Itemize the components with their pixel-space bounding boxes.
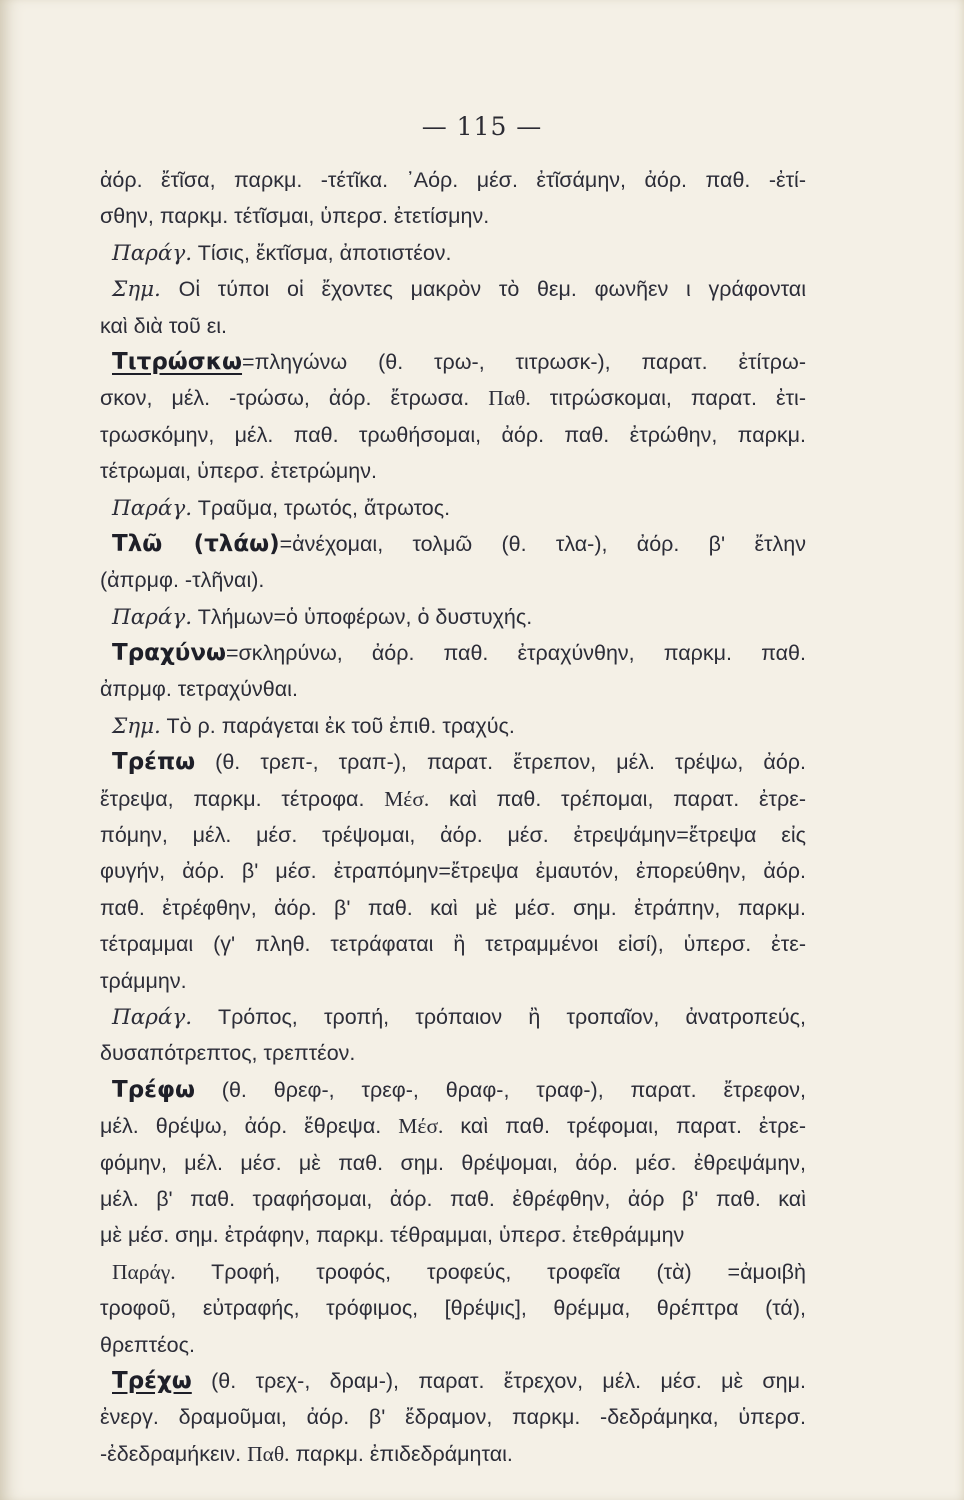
headword: Τλῶ (τλάω) [112, 530, 280, 557]
text-segment: Τλήμων=ὁ ὑποφέρων, ὁ δυστυχής. [192, 604, 533, 629]
text-segment: τιτρώσκομαι, παρατ. ἐτι- [530, 386, 806, 411]
text-line [100, 198, 806, 234]
headword: Τρέφω [112, 1076, 195, 1103]
section-label: Παράγ. [112, 495, 193, 521]
text-segment: ἔτρεψα, παρκμ. τέτροφα. [100, 786, 385, 811]
text-segment: μὲ μέσ. σημ. ἐτράφην, παρκμ. τέθραμμαι, ὑπερσ. ἐτεθράμμην [100, 1223, 685, 1248]
text-segment: καὶ διὰ τοῦ ει. [100, 313, 228, 338]
text-segment: -ἐδεδραμήκειν. [100, 1441, 248, 1466]
text-line [100, 1327, 806, 1363]
text-segment: Παράγ. [112, 1259, 176, 1284]
section-label: Παράγ. [112, 604, 193, 630]
text-segment: (θ. τρεχ-, δραμ-), παρατ. ἔτρεχον, μέλ. μέσ. μὲ σημ. [191, 1368, 806, 1393]
text-segment: Τὸ ρ. παράγεται ἐκ τοῦ ἐπιθ. τραχύς. [160, 713, 515, 738]
text-segment: τρωσκόμην, μέλ. παθ. τρωθήσομαι, ἀόρ. παθ. ἐτρώθην, παρκμ. [100, 422, 806, 447]
text-line [100, 1108, 806, 1144]
text-line [100, 926, 806, 962]
headword: Τρέχω [112, 1367, 192, 1394]
text-line [100, 1035, 806, 1071]
text-segment: (θ. θρεφ-, τρεφ-, θραφ-, τραφ-), παρατ. ἔτρεφον, [194, 1077, 806, 1102]
section-label: Παράγ. [112, 1004, 193, 1030]
text-segment: Τίσις, ἔκτῖσμα, ἀποτιστέον. [192, 240, 452, 265]
text-line [100, 562, 806, 598]
text-segment: πόμην, μέλ. μέσ. τρέψομαι, ἀόρ. μέσ. ἐτρεψάμην=ἔτρεψα εἰς [100, 823, 806, 848]
text-line [100, 344, 806, 380]
text-line [100, 271, 806, 307]
text-segment: ἀπρμφ. τετραχύνθαι. [100, 677, 298, 702]
text-line [100, 708, 806, 744]
text-segment: τράμμην. [100, 968, 187, 993]
text-segment: Οἱ τύποι οἱ ἔχοντες μακρὸν τὸ θεμ. φωνῆεν ι γράφονται [160, 277, 806, 302]
text-segment: καὶ παθ. τρέπομαι, παρατ. ἐτρε- [429, 786, 806, 811]
text-segment: μέλ. β' παθ. τραφήσομαι, ἀόρ. παθ. ἐθρέφθην, ἀόρ β' παθ. καὶ [100, 1186, 806, 1211]
text-line [100, 999, 806, 1035]
page-body-text [100, 162, 806, 1472]
text-line [100, 1254, 806, 1290]
text-segment: Τραῦμα, τρωτός, ἄτρωτος. [192, 495, 451, 520]
text-line [100, 453, 806, 489]
text-line [100, 1217, 806, 1253]
text-line [100, 1399, 806, 1435]
headword: Τιτρώσκω [112, 348, 243, 375]
text-segment: Μέσ. [398, 1114, 444, 1139]
text-line [100, 599, 806, 635]
text-line [100, 490, 806, 526]
text-line [100, 526, 806, 562]
text-line [100, 417, 806, 453]
text-line [100, 1145, 806, 1181]
section-label: Σημ. [112, 277, 161, 303]
text-segment: Τρόπος, τροπή, τρόπαιον ἢ τροπαῖον, ἀνατροπεύς, [192, 1004, 806, 1029]
text-segment: θρεπτέος. [100, 1332, 195, 1357]
text-line [100, 853, 806, 889]
text-segment: παθ. ἐτρέφθην, ἀόρ. β' παθ. καὶ μὲ μέσ. σημ. ἐτράπην, παρκμ. [100, 895, 806, 920]
text-line [100, 744, 806, 780]
text-line [100, 890, 806, 926]
text-line [100, 671, 806, 707]
text-line [100, 380, 806, 416]
text-line [100, 1181, 806, 1217]
text-segment: σκον, μέλ. -τρώσω, ἀόρ. ἔτρωσα. [100, 386, 489, 411]
text-line [100, 963, 806, 999]
text-segment: =πληγώνω (θ. τρω-, τιτρωσκ-), παρατ. ἐτίτρω- [242, 349, 806, 374]
text-segment: Παθ. [488, 386, 531, 411]
text-segment: δυσαπότρεπτος, τρεπτέον. [100, 1041, 356, 1066]
text-segment: Τροφή, τροφός, τροφεύς, τροφεῖα (τὰ) =ἀμοιβὴ [175, 1259, 806, 1284]
headword: Τρέπω [112, 749, 196, 776]
text-line [100, 1072, 806, 1108]
section-label: Παράγ. [112, 240, 193, 266]
text-line [100, 235, 806, 271]
text-segment: τέτραμμαι (γ' πληθ. τετράφαται ἢ τετραμμένοι εἰσί), ὑπερσ. ἐτε- [100, 932, 806, 957]
text-segment: (ἀπρμφ. -τλῆναι). [100, 568, 265, 593]
text-segment: σθην, παρκμ. τέτῖσμαι, ὑπερσ. ἐτετίσμην. [100, 204, 490, 229]
text-segment: ἀόρ. ἔτῖσα, παρκμ. -τέτῖκα. ᾿Αόρ. μέσ. ἐτῖσάμην, ἀόρ. παθ. -ἐτί- [100, 168, 806, 192]
text-segment: Παθ. [247, 1441, 290, 1466]
text-segment: =σκληρύνω, ἀόρ. παθ. ἐτραχύνθην, παρκμ. παθ. [225, 641, 806, 666]
text-segment: παρκμ. ἐπιδεδράμηται. [289, 1441, 513, 1466]
text-segment: φόμην, μέλ. μέσ. μὲ παθ. σημ. θρέψομαι, ἀόρ. μέσ. ἐθρεψάμην, [100, 1150, 806, 1175]
page-number: — 115 — [421, 112, 543, 141]
text-line [100, 781, 806, 817]
text-segment: ἐνεργ. δραμοῦμαι, ἀόρ. β' ἔδραμον, παρκμ. -δεδράμηκα, ὑπερσ. [100, 1405, 806, 1430]
text-line [100, 308, 806, 344]
text-segment: (θ. τρεπ-, τραπ-), παρατ. ἔτρεπον, μέλ. τρέψω, ἀόρ. [195, 750, 806, 775]
text-segment: καὶ παθ. τρέφομαι, παρατ. ἐτρε- [443, 1114, 806, 1139]
text-line [100, 1436, 806, 1472]
text-segment: φυγήν, ἀόρ. β' μέσ. ἐτραπόμην=ἔτρεψα ἐμαυτόν, ἐπορεύθην, ἀόρ. [100, 859, 806, 884]
text-line [100, 817, 806, 853]
text-segment: τέτρωμαι, ὑπερσ. ἐτετρώμην. [100, 459, 377, 484]
text-segment: τροφοῦ, εὐτραφής, τρόφιμος, [θρέψις], θρέμμα, θρέπτρα (τά), [100, 1296, 806, 1321]
headword: Τραχύνω [112, 640, 226, 667]
text-line [100, 1363, 806, 1399]
text-line [100, 635, 806, 671]
text-line [100, 162, 806, 198]
section-label: Σημ. [112, 713, 161, 739]
text-segment: μέλ. θρέψω, ἀόρ. ἔθρεψα. [100, 1114, 399, 1139]
text-line [100, 1290, 806, 1326]
text-segment: =ἀνέχομαι, τολμῶ (θ. τλα-), ἀόρ. β' ἔτλην [279, 531, 806, 556]
text-segment: Μέσ. [384, 786, 430, 811]
